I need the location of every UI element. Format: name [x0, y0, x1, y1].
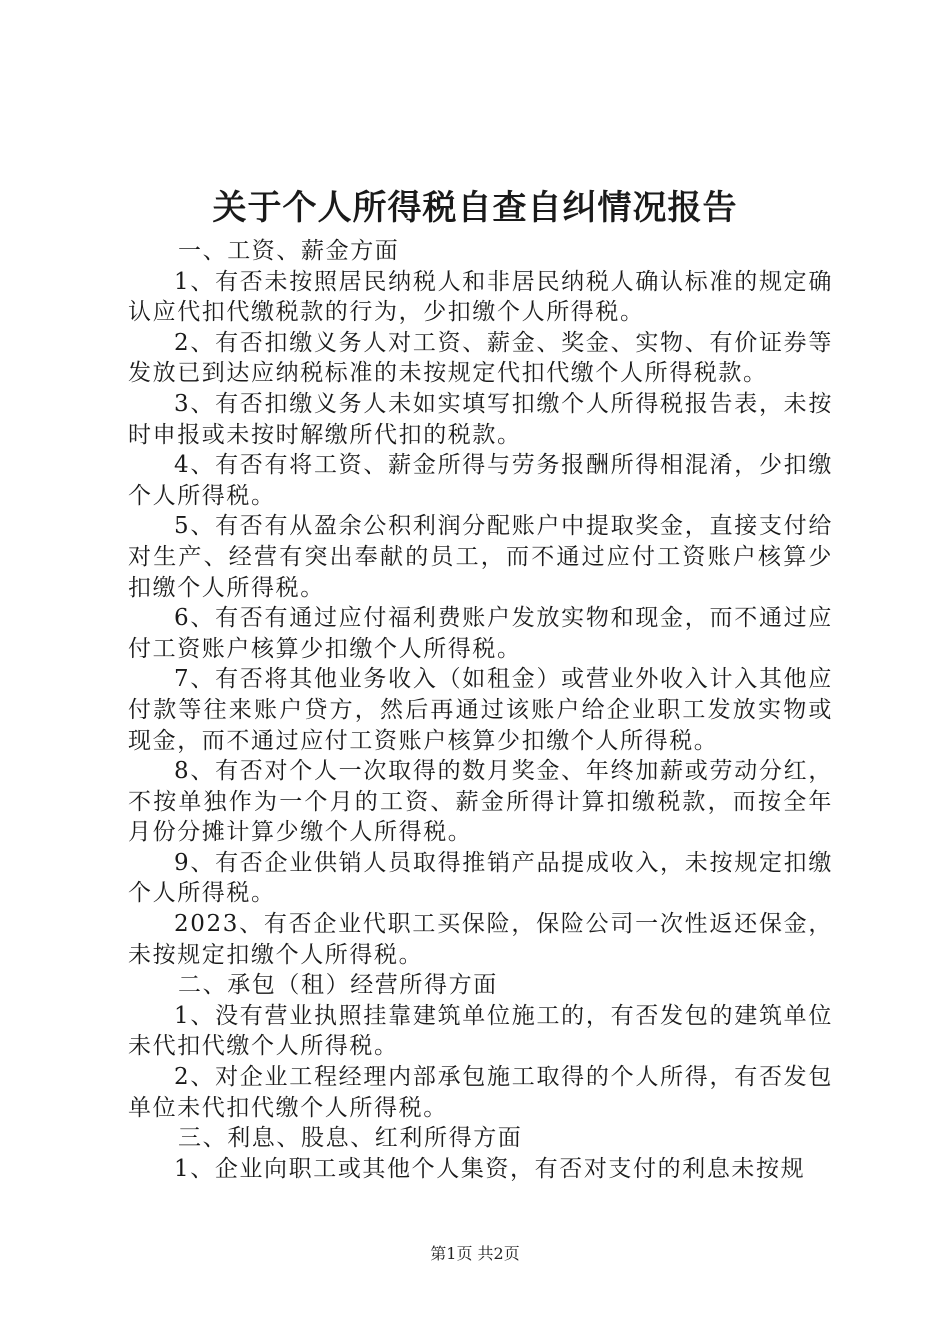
paragraph: 1、企业向职工或其他个人集资，有否对支付的利息未按规: [174, 1155, 806, 1182]
paragraph: 4、有否有将工资、薪金所得与劳务报酬所得相混淆，少扣缴个人所得税。: [128, 452, 833, 509]
paragraph: 2、有否扣缴义务人对工资、薪金、奖金、实物、有价证券等发放已到达应纳税标准的未按规定代扣代缴个人所得税款。: [128, 329, 833, 387]
paragraph: 8、有否对个人一次取得的数月奖金、年终加薪或劳动分红，不按单独作为一个月的工资、薪金所得计算扣缴税款，而按全年月份分摊计算少缴个人所得税。: [128, 758, 833, 846]
paragraph: 2023、有否企业代职工买保险，保险公司一次性返还保金，未按规定扣缴个人所得税。: [128, 911, 833, 968]
document-body: [128, 236, 833, 1184]
paragraph: 2、对企业工程经理内部承包施工取得的个人所得，有否发包单位未代扣代缴个人所得税。: [128, 1064, 833, 1121]
paragraph: 7、有否将其他业务收入（如租金）或营业外收入计入其他应付款等往来账户贷方，然后再通过该账户给企业职工发放实物或现金，而不通过应付工资账户核算少扣缴个人所得税。: [128, 666, 833, 754]
section-heading-contract: 二、承包（租）经营所得方面: [178, 972, 498, 999]
paragraph: 3、有否扣缴义务人未如实填写扣缴个人所得税报告表，未按时申报或未按时解缴所代扣的税款。: [128, 390, 833, 448]
paragraph: 9、有否企业供销人员取得推销产品提成收入，未按规定扣缴个人所得税。: [128, 849, 833, 907]
document-title: 关于个人所得税自查自纠情况报告: [212, 188, 738, 228]
section-heading-interest: 三、利息、股息、红利所得方面: [178, 1125, 523, 1152]
paragraph: 6、有否有通过应付福利费账户发放实物和现金，而不通过应付工资账户核算少扣缴个人所得税。: [128, 605, 833, 662]
page-number-footer: 第1页 共2页: [430, 1244, 520, 1263]
paragraph: 1、没有营业执照挂靠建筑单位施工的，有否发包的建筑单位未代扣代缴个人所得税。: [128, 1002, 833, 1060]
paragraph: 5、有否有从盈余公积利润分配账户中提取奖金，直接支付给对生产、经营有突出奉献的员工，而不通过应付工资账户核算少扣缴个人所得税。: [128, 513, 833, 601]
paragraph: 1、有否未按照居民纳税人和非居民纳税人确认标准的规定确认应代扣代缴税款的行为，少扣缴个人所得税。: [128, 268, 833, 326]
section-heading-wages: 一、工资、薪金方面: [178, 238, 400, 264]
